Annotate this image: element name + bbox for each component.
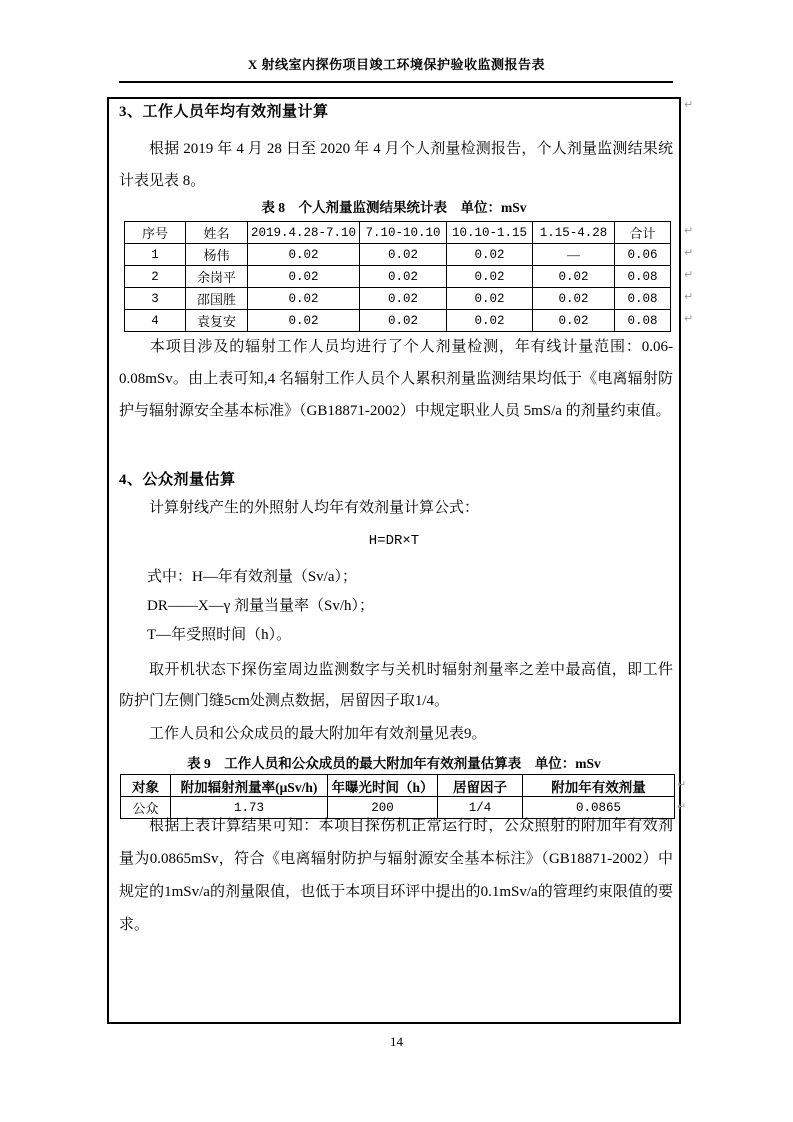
table-cell: 1 [125, 244, 186, 266]
table-cell: 0.02 [360, 244, 447, 266]
table-cell: 0.02 [447, 288, 533, 310]
formula-definition-h: 式中：H—年有效剂量（Sv/a）； [147, 569, 358, 585]
table-cell: 0.02 [360, 266, 447, 288]
table-cell: 0.02 [248, 288, 360, 310]
table-cell: 0.02 [533, 266, 615, 288]
table-cell: 0.02 [248, 266, 360, 288]
section-3-paragraph-1: 根据 2019 年 4 月 28 日至 2020 年 4 月个人剂量检测报告，个人剂量监测结果统计表见表 8。 [119, 141, 673, 189]
table-cell: 0.02 [533, 310, 615, 332]
paragraph-mark-icon: ↵ [677, 800, 687, 813]
paragraph-mark-icon: ↵ [684, 268, 694, 281]
table-8-header-cell: 序号 [125, 222, 186, 244]
table-cell: 公众 [121, 797, 171, 819]
page-number: 14 [390, 1034, 403, 1049]
paragraph-mark-icon: ↵ [677, 778, 687, 791]
table-9-header-cell: 对象 [121, 775, 171, 797]
table-8-header-cell: 7.10-10.10 [360, 222, 447, 244]
table-8-header-row [125, 222, 671, 244]
table-9-header-cell: 附加年有效剂量 [523, 775, 675, 797]
paragraph-mark-icon: ↵ [684, 290, 694, 303]
table-9-header-cell: 居留因子 [438, 775, 523, 797]
section-4-conclusion-paragraph: 根据上表计算结果可知：本项目探伤机正常运行时，公众照射的附加年有效剂量为0.0865mSv，符合《电离辐射防护与辐射源安全基本标注》（GB18871-2002）中规定的1mSv/a的剂量限值，也低于本项目环评中提出的0.1mSv/a的管理约束限值的要求。 [119, 818, 673, 933]
dose-formula: H=DR×T [368, 533, 420, 549]
table-row [125, 244, 671, 266]
table-cell: 0.02 [447, 244, 533, 266]
table-cell: 杨伟 [186, 244, 248, 266]
table-cell: 0.02 [447, 310, 533, 332]
table-cell: 0.08 [615, 266, 671, 288]
table-cell: 0.02 [360, 310, 447, 332]
section-4-intro: 计算射线产生的外照射人均年有效剂量计算公式： [149, 500, 480, 516]
table-cell: 1/4 [438, 797, 523, 819]
table-8-header-cell: 10.10-1.15 [447, 222, 533, 244]
table-cell: 0.02 [533, 288, 615, 310]
table-cell: 0.02 [248, 244, 360, 266]
table-row [125, 310, 671, 332]
table-cell: 袁复安 [186, 310, 248, 332]
table-cell: 0.02 [248, 310, 360, 332]
table-cell: 2 [125, 266, 186, 288]
table-9-header-row [121, 775, 675, 797]
table-8-personal-dose [124, 221, 671, 332]
page-header-title: X 射线室内探伤项目竣工环境保护验收监测报告表 [247, 57, 546, 72]
paragraph-mark-icon: ↵ [684, 312, 694, 325]
header-rule [119, 81, 673, 83]
section-4-heading: 4、公众剂量估算 [119, 472, 236, 488]
table-cell: 余岗平 [186, 266, 248, 288]
table-cell: 0.06 [615, 244, 671, 266]
content-box [107, 97, 681, 1024]
section-4-measurement-paragraph: 取开机状态下探伤室周边监测数字与关机时辐射剂量率之差中最高值，即工件防护门左侧门缝5cm处测点数据，居留因子取1/4。 [119, 662, 673, 709]
table-8-header-cell: 合计 [615, 222, 671, 244]
table-cell: 3 [125, 288, 186, 310]
table-9-title: 表 9 工作人员和公众成员的最大附加年有效剂量估算表 单位：mSv [187, 756, 601, 771]
table-8-header-cell: 1.15-4.28 [533, 222, 615, 244]
table-cell: 4 [125, 310, 186, 332]
table-row [125, 266, 671, 288]
paragraph-mark-icon: ↵ [684, 98, 694, 111]
formula-definition-t: T—年受照时间（h）。 [147, 627, 292, 643]
table-cell: 1.73 [171, 797, 328, 819]
table-cell: 0.0865 [523, 797, 675, 819]
table-9-header-cell: 年曝光时间（h） [328, 775, 438, 797]
table-cell: 0.02 [447, 266, 533, 288]
table-8-header-cell: 姓名 [186, 222, 248, 244]
section-3-paragraph-2-text: 本项目涉及的辐射工作人员均进行了个人剂量检测，年有线计量范围：0.06-0.08mSv。由上表可知,4 名辐射工作人员个人累积剂量监测结果均低于《电离辐射防护与辐射源安全基本标准》（GB18871-2002）中规定职业人员 5mS/a 的剂量约束值。 [119, 339, 673, 419]
table-cell: 邵国胜 [186, 288, 248, 310]
table-9-header-cell: 附加辐射剂量率(μSv/h) [171, 775, 328, 797]
paragraph-mark-icon: ↵ [684, 224, 694, 237]
section-4-table-reference-paragraph: 工作人员和公众成员的最大附加年有效剂量见表9。 [149, 726, 487, 742]
table-cell: 0.08 [615, 288, 671, 310]
table-cell: 0.02 [360, 288, 447, 310]
table-row [125, 288, 671, 310]
table-8-title: 表 8 个人剂量监测结果统计表 单位：mSv [261, 200, 527, 215]
paragraph-mark-icon: ↵ [684, 246, 694, 259]
section-3-paragraph-2 [119, 331, 673, 427]
table-cell: — [533, 244, 615, 266]
table-cell: 200 [328, 797, 438, 819]
table-8-header-cell: 2019.4.28-7.10 [248, 222, 360, 244]
formula-definition-dr: DR——X—γ 剂量当量率（Sv/h）； [147, 598, 375, 614]
table-cell: 0.08 [615, 310, 671, 332]
section-3-heading: 3、工作人员年均有效剂量计算 [119, 104, 329, 120]
